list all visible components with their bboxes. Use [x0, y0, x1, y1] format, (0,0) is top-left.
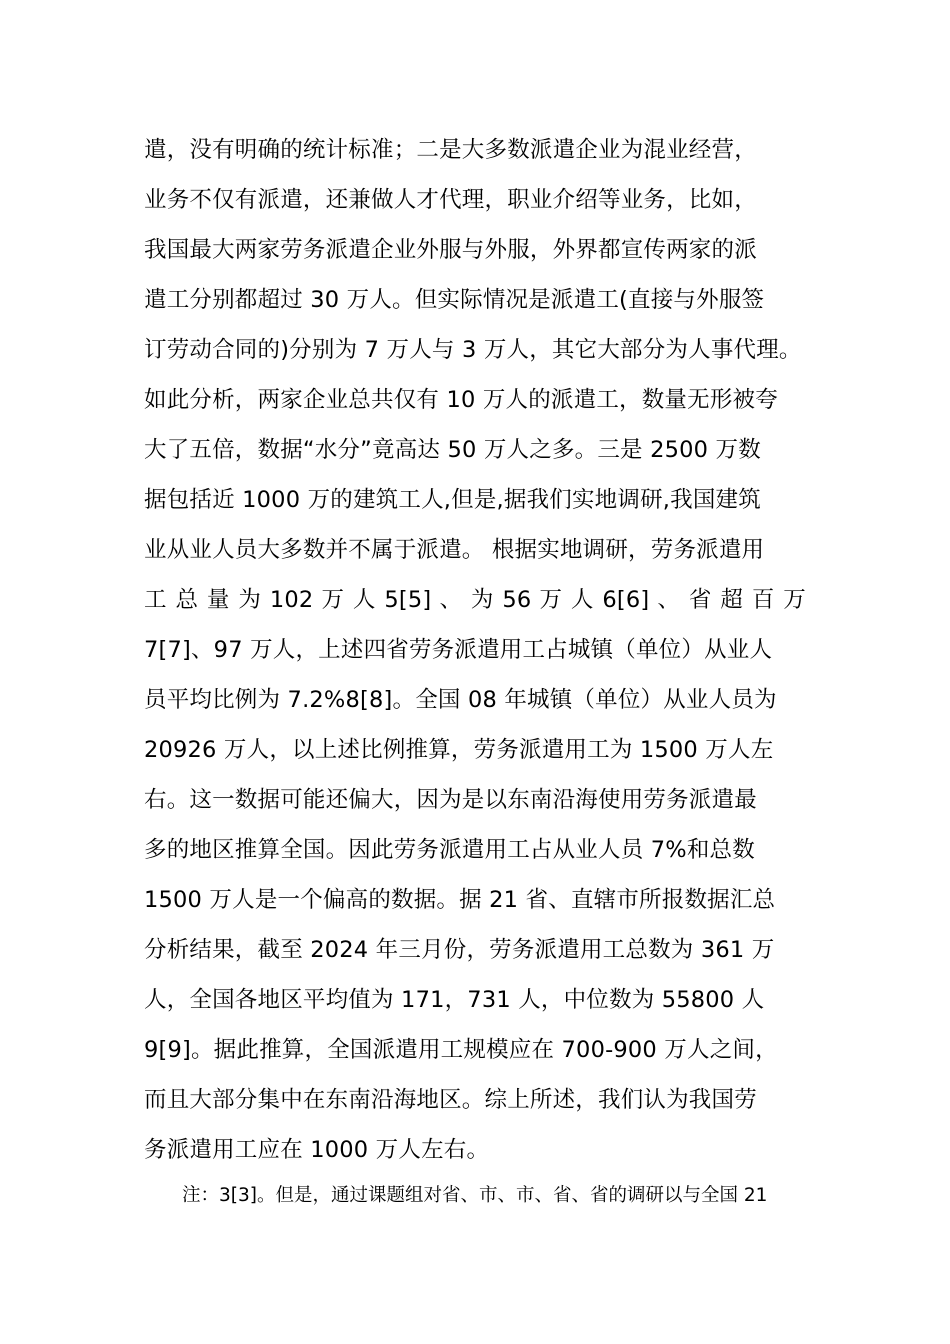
body-text-line: 员平均比例为 7.2%8[8]。全国 08 年城镇（单位）从业人员为: [144, 687, 777, 713]
body-text-line: 遣，没有明确的统计标准；二是大多数派遣企业为混业经营，: [144, 137, 757, 163]
body-text-line: 7[7]、97 万人，上述四省劳务派遣用工占城镇（单位）从业人: [144, 637, 773, 663]
body-text-line: 我国最大两家劳务派遣企业外服与外服，外界都宣传两家的派: [144, 237, 757, 263]
body-text-line: 多的地区推算全国。因此劳务派遣用工占从业人员 7%和总数: [144, 837, 755, 863]
body-text-line: 右。这一数据可能还偏大，因为是以东南沿海使用劳务派遣最: [144, 787, 757, 813]
body-text-line: 分析结果，截至 2024 年三月份，劳务派遣用工总数为 361 万: [144, 937, 775, 963]
body-text-line: 据包括近 1000 万的建筑工人,但是,据我们实地调研,我国建筑: [144, 487, 761, 513]
body-text-line: 9[9]。据此推算，全国派遣用工规模应在 700-900 万人之间，: [144, 1037, 778, 1063]
body-text-line: 工 总 量 为 102 万 人 5[5] 、 为 56 万 人 6[6] 、 省 超 百 万: [144, 587, 806, 613]
body-text-line: 务派遣用工应在 1000 万人左右。: [144, 1137, 490, 1163]
body-text-line: 而且大部分集中在东南沿海地区。综上所述，我们认为我国劳: [144, 1087, 757, 1113]
body-text-line: 遣工分别都超过 30 万人。但实际情况是派遣工(直接与外服签: [144, 287, 765, 313]
body-text-line: 业从业人员大多数并不属于派遣。 根据实地调研，劳务派遣用: [144, 537, 765, 563]
body-text-line: 20926 万人，以上述比例推算，劳务派遣用工为 1500 万人左: [144, 737, 774, 763]
body-text-line: 大了五倍，数据“水分”竟高达 50 万人之多。三是 2500 万数: [144, 437, 761, 463]
body-text-line: 如此分析，两家企业总共仅有 10 万人的派遣工，数量无形被夸: [144, 387, 778, 413]
body-text-line: 1500 万人是一个偏高的数据。据 21 省、直辖市所报数据汇总: [144, 887, 776, 913]
body-text-line: 订劳动合同的)分别为 7 万人与 3 万人，其它大部分为人事代理。: [144, 337, 802, 363]
body-text-line: 人，全国各地区平均值为 171，731 人，中位数为 55800 人: [144, 987, 765, 1013]
body-text-line: 业务不仅有派遣，还兼做人才代理，职业介绍等业务，比如，: [144, 187, 757, 213]
footnote-text: 注：3[3]。但是，通过课题组对省、市、市、省、省的调研以与全国 21: [182, 1185, 768, 1206]
